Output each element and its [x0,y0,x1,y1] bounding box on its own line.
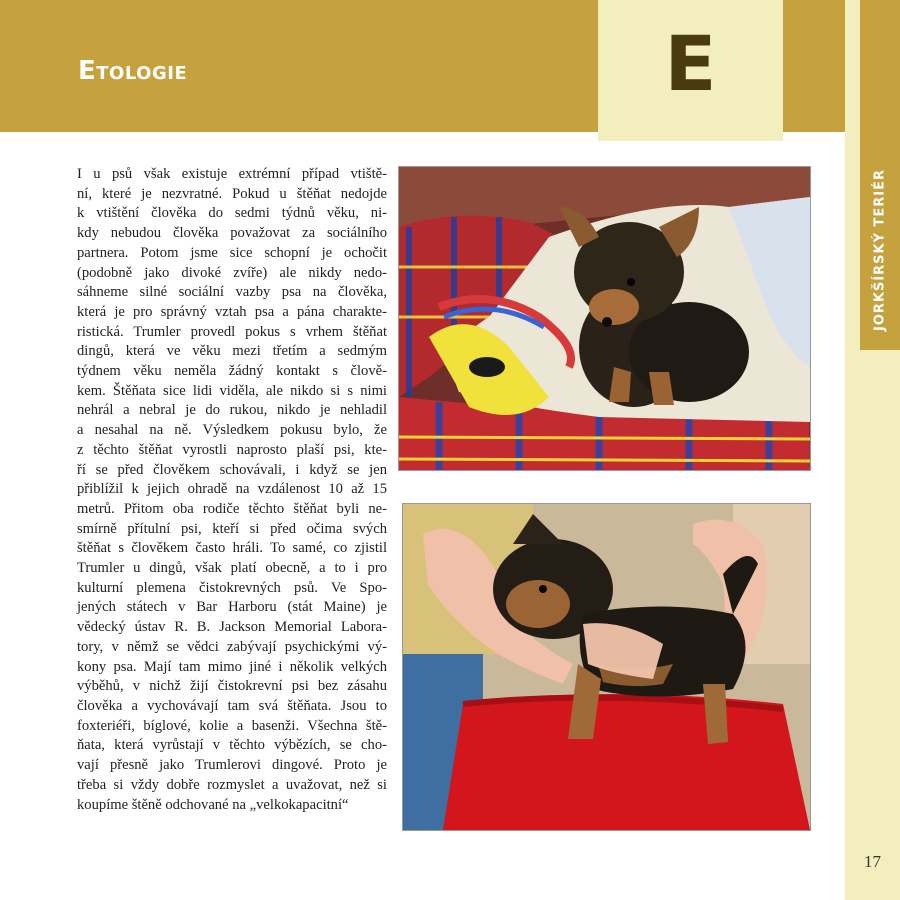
text-line: nehrál a nebral je do rukou, nikdo je nehladil [77,402,387,419]
section-title: Etologie [78,56,188,86]
text-line: týdnem věku neměla žádný kontakt s člově- [77,363,387,380]
text-line: člověka a vychovávají tam svá štěňata. Jsou to [77,697,387,714]
body-text [77,165,387,815]
side-tab [860,0,900,350]
text-line: výběhů, v nichž žijí čistokrevní psi bez zásahu [77,678,387,695]
text-line: kdy nebudou člověka považovat za sociálního [77,225,387,242]
text-line: a nesahal na ně. Výsledkem pokusu bylo, že [77,422,387,439]
text-line: která je pro správný vztah psa a pána charakte- [77,303,387,320]
text-line: přiblížil k jejich ohradě na vzdálenost 10 až 15 [77,481,387,498]
text-line: ristická. Trumler provedl pokus s vrhem štěňat [77,323,387,340]
text-line: ní, které je nezvratné. Pokud u štěňat nedojde [77,185,387,202]
text-line: jených státech v Bar Harboru (stát Maine) je [77,599,387,616]
text-line: ňata, která vyrůstají v těchto výbězích, se cho- [77,737,387,754]
text-line: štěňat s člověkem často hráli. To samé, co zjistil [77,540,387,557]
text-line: vědecký ústav R. B. Jackson Memorial Labora- [77,619,387,636]
text-line: kony psa. Mají tam mimo jiné i několik velkých [77,658,387,675]
page-number: 17 [864,852,881,871]
text-line: ří se před člověkem schovávali, i když se jen [77,461,387,478]
text-line: kem. Štěňata sice lidi viděla, ale nikdo si s nimi [77,382,387,399]
text-line: třeba si vždy dobře rozmyslet a uvažovat, než si [77,776,387,793]
text-line: Trumler u dingů, však platí obecně, a to i pro [77,560,387,577]
text-line: partnera. Potom jsme sice schopní je ochočit [77,244,387,261]
text-line: smírně přítulní psi, kteří si před očima svých [77,520,387,537]
chapter-letter-box [598,0,783,141]
text-line: tory, v němž se vědci zabývají psychickými vý- [77,638,387,655]
text-line: sáhneme silné sociální vazby psa na člověka, [77,284,387,301]
side-tab-label: JORKŠÍRSKÝ TERIÉR [872,168,888,332]
text-line: kulturní plemena čistokrevných psů. Ve Spo- [77,579,387,596]
text-line: koupíme štěně odchované na „velkokapacitní“ [77,796,349,813]
puppy-in-basket-photo [398,166,811,471]
text-line: metrů. Přitom oba rodiče těchto štěňat byli ne- [77,500,387,517]
text-line: k vtištění člověka do sedmi týdnů věku, ni- [77,205,387,222]
chapter-letter: E [664,19,717,108]
text-line: dingů, která ve věku mezi třetím a sedmým [77,343,387,360]
text-line: vají přesně jako Trumlerovi dingové. Proto je [77,757,387,774]
text-line: z těchto štěňat vyrostli naprosto plaší psi, kte- [77,441,387,458]
text-line: I u psů však existuje extrémní případ vtiště- [77,166,387,182]
text-line: (podobně jako divoké zvíře) ale nikdy nedo- [77,264,387,281]
puppy-held-by-hands-photo [402,503,811,831]
text-line: foxteriéři, bíglové, kolie a basenži. Všechna ště- [77,717,387,734]
